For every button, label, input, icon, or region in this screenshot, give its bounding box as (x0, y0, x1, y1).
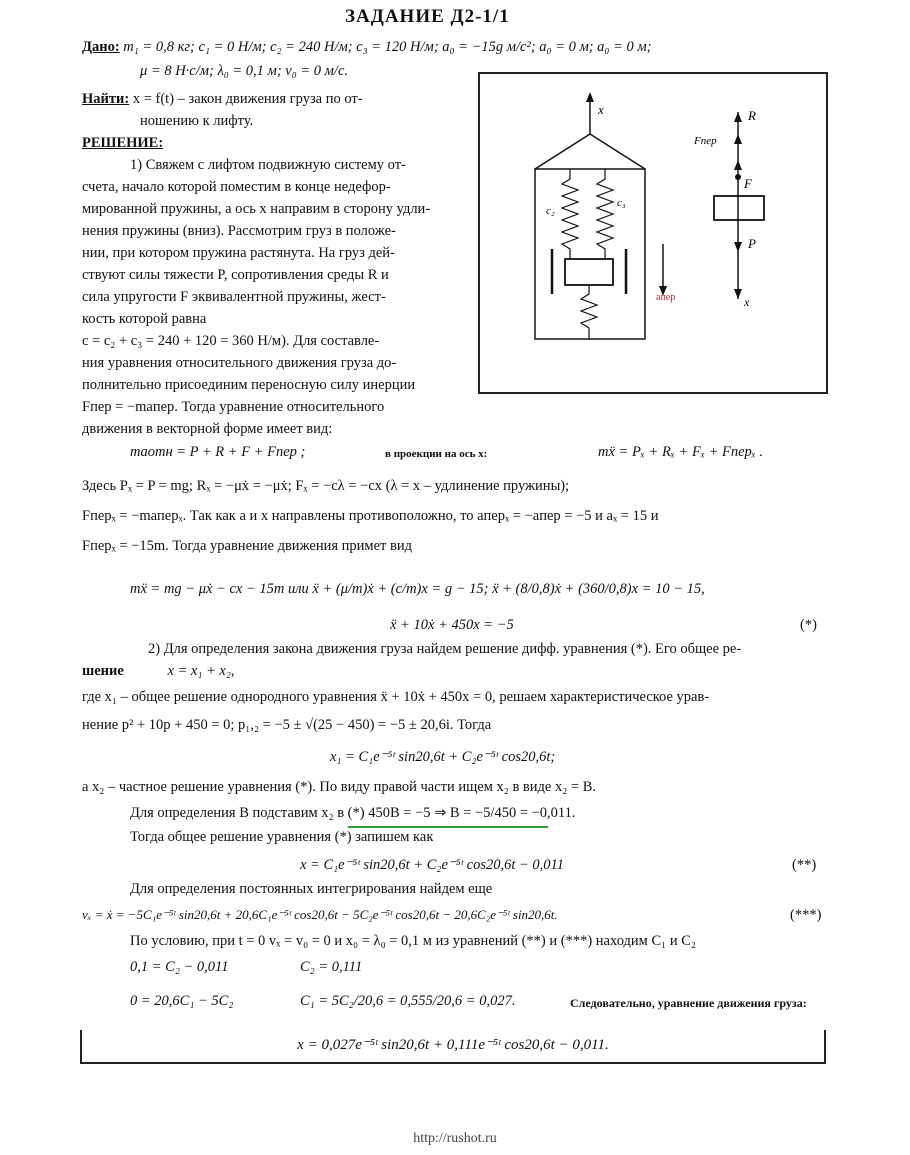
given-label: Дано: (82, 39, 120, 55)
system-eq-1a: 0,1 = C₂ − 0,011 (130, 959, 229, 975)
find-label: Найти: (82, 91, 130, 107)
eq-vector: maотн = P + R + F + Fпер ; (130, 444, 306, 460)
line-fper: Fперₓ = −maперₓ. Так как a и x направлены противоположно, то aперₓ = −aпер = −5 и aₓ = 15 и (82, 508, 659, 524)
p2-line-9: По условию, при t = 0 vₓ = v₀ = 0 и x₀ = λ₀ = 0,1 м из уравнений (**) и (***) находим C₁ и C₂ (130, 933, 696, 949)
force-Fper-label: Fпер (694, 135, 717, 147)
eq-projection: mẍ = Pₓ + Rₓ + Fₓ + Fперₓ . (598, 444, 764, 460)
fbd-axis-x-label: x (744, 295, 750, 309)
p2-line-6: Для определения B подставим x₂ в (*) 450B = −5 ⇒ B = −5/450 = −0,011. (130, 805, 576, 821)
eq-motion: mẍ = mg − μẋ − cx − 15m или ẍ + (μ/m)ẋ + (c/m)x = g − 15; ẍ + (8/0,8)ẋ + (360/0,8)x = 10 − 15, (130, 581, 705, 597)
force-R-label: R (748, 108, 756, 123)
p2-line-5: а x₂ – частное решение уравнения (*). По виду правой части ищем x₂ в виде x₂ = B. (82, 779, 596, 795)
solution-p1-line: сила упругости F эквивалентной пружины, жест- (82, 289, 386, 305)
find-line-1 (82, 90, 363, 108)
solution-p1-line: движения в векторной форме имеет вид: (82, 421, 333, 437)
aper-label: aпер (656, 292, 676, 303)
eq-projection-label: в проекции на ось x: (385, 448, 488, 460)
solution-p1-line: полнительно присоединим переносную силу инерции (82, 377, 416, 393)
p2-line-7: Тогда общее решение уравнения (*) запишем как (130, 829, 434, 845)
p2-line-4: нение p² + 10p + 450 = 0; p₁,₂ = −5 ± √(25 − 450) = −5 ± 20,6i. Тогда (82, 717, 492, 733)
p2-line-3: где x₁ – общее решение однородного уравнения ẍ + 10ẋ + 450x = 0, решаем характеристическое урав- (82, 689, 710, 705)
footer-url[interactable]: http://rushot.ru (413, 1131, 497, 1146)
p2-line-2-eq: x = x₁ + x₂, (167, 663, 235, 679)
solution-label: РЕШЕНИЕ: (82, 135, 164, 151)
conclusion: Следовательно, уравнение движения груза: (570, 996, 807, 1010)
load-free-body (714, 196, 764, 220)
p2-line-1: 2) Для определения закона движения груза найдем решение дифф. уравнения (*). Его общее ре- (148, 641, 742, 657)
solution-p1-line: Fпер = −maпер. Тогда уравнение относительного (82, 399, 385, 415)
solution-p1-line: 1) Свяжем с лифтом подвижную систему от- (130, 157, 406, 173)
solution-p1-line: ствуют силы тяжести P, сопротивления среды R и (82, 267, 389, 283)
spring-c3-label: c₃ (617, 197, 626, 209)
load-block (565, 259, 613, 285)
force-F-label: F (744, 176, 752, 191)
mechanism-diagram (480, 74, 826, 392)
eq-general-tag: (**) (792, 857, 817, 873)
page-title: ЗАДАНИЕ Д2-1/1 (345, 6, 510, 27)
solution-p1-line: счета, начало которой поместим в конце недефор- (82, 179, 391, 195)
eq-x1: x₁ = C₁e⁻⁵ᵗ sin20,6t + C₂e⁻⁵ᵗ cos20,6t; (330, 749, 556, 765)
eq-velocity: vₓ = ẋ = −5C₁e⁻⁵ᵗ sin20,6t + 20,6C₁e⁻⁵ᵗ cos20,6t − 5C₂e⁻⁵ᵗ cos20,6t − 20,6C₂e⁻⁵ᵗ sin20,6t. (82, 907, 558, 922)
solution-p1-line: нения пружины (вниз). Рассмотрим груз в положе- (82, 223, 396, 239)
axis-x-label: x (598, 102, 604, 117)
force-P-label: P (748, 236, 756, 251)
system-eq-2a: 0 = 20,6C₁ − 5C₂ (130, 993, 234, 1009)
eq-general: x = C₁e⁻⁵ᵗ sin20,6t + C₂e⁻⁵ᵗ cos20,6t − 0,011 (300, 857, 564, 873)
solution-p1-line: нии, при котором пружина растянута. На груз дей- (82, 245, 395, 261)
spring-c2-label: c₂ (546, 205, 555, 217)
p2-line-8: Для определения постоянных интегрирования найдем еще (130, 881, 493, 897)
system-eq-2b: C₁ = 5C₂/20,6 = 0,555/20,6 = 0,027. (300, 993, 516, 1009)
figure-frame (478, 72, 828, 394)
line-fper-2: Fперₓ = −15m. Тогда уравнение движения примет вид (82, 538, 412, 554)
line-here: Здесь Pₓ = P = mg; Rₓ = −μẋ = −μẋ; Fₓ = −cλ = −cx (λ = x – удлинение пружины); (82, 478, 570, 494)
eq-velocity-tag: (***) (790, 907, 822, 923)
solution-p1-line: кость которой равна (82, 311, 207, 327)
find-text-1: x = f(t) – закон движения груза по от- (132, 91, 363, 107)
p2-line-2-label: шение (82, 663, 124, 679)
answer-box (80, 1030, 826, 1064)
solution-p1-line: c = c₂ + c₃ = 240 + 120 = 360 Н/м). Для составле- (82, 333, 380, 349)
eq-final: ẍ + 10ẋ + 450x = −5 (390, 617, 514, 633)
p2-line-2 (82, 662, 235, 680)
solution-p1-line: ния уравнения относительного движения груза до- (82, 355, 397, 371)
given-values-1: m₁ = 0,8 кг; c₁ = 0 Н/м; c₂ = 240 Н/м; c₃ = 120 Н/м; a₀ = −15g м/с²; a₀ = 0 м; a₀ = 0 м; (123, 39, 652, 55)
eq-final-tag: (*) (800, 617, 817, 633)
answer-equation: x = 0,027e⁻⁵ᵗ sin20,6t + 0,111e⁻⁵ᵗ cos20,6t − 0,011. (297, 1037, 609, 1053)
given-values-2: μ = 8 Н·с/м; λ₀ = 0,1 м; v₀ = 0 м/с. (140, 63, 348, 79)
system-eq-1b: C₂ = 0,111 (300, 959, 363, 975)
find-text-2: ношению к лифту. (140, 113, 254, 129)
given-line-1 (82, 38, 651, 56)
solution-p1-line: мированной пружины, а ось x направим в сторону удли- (82, 201, 431, 217)
